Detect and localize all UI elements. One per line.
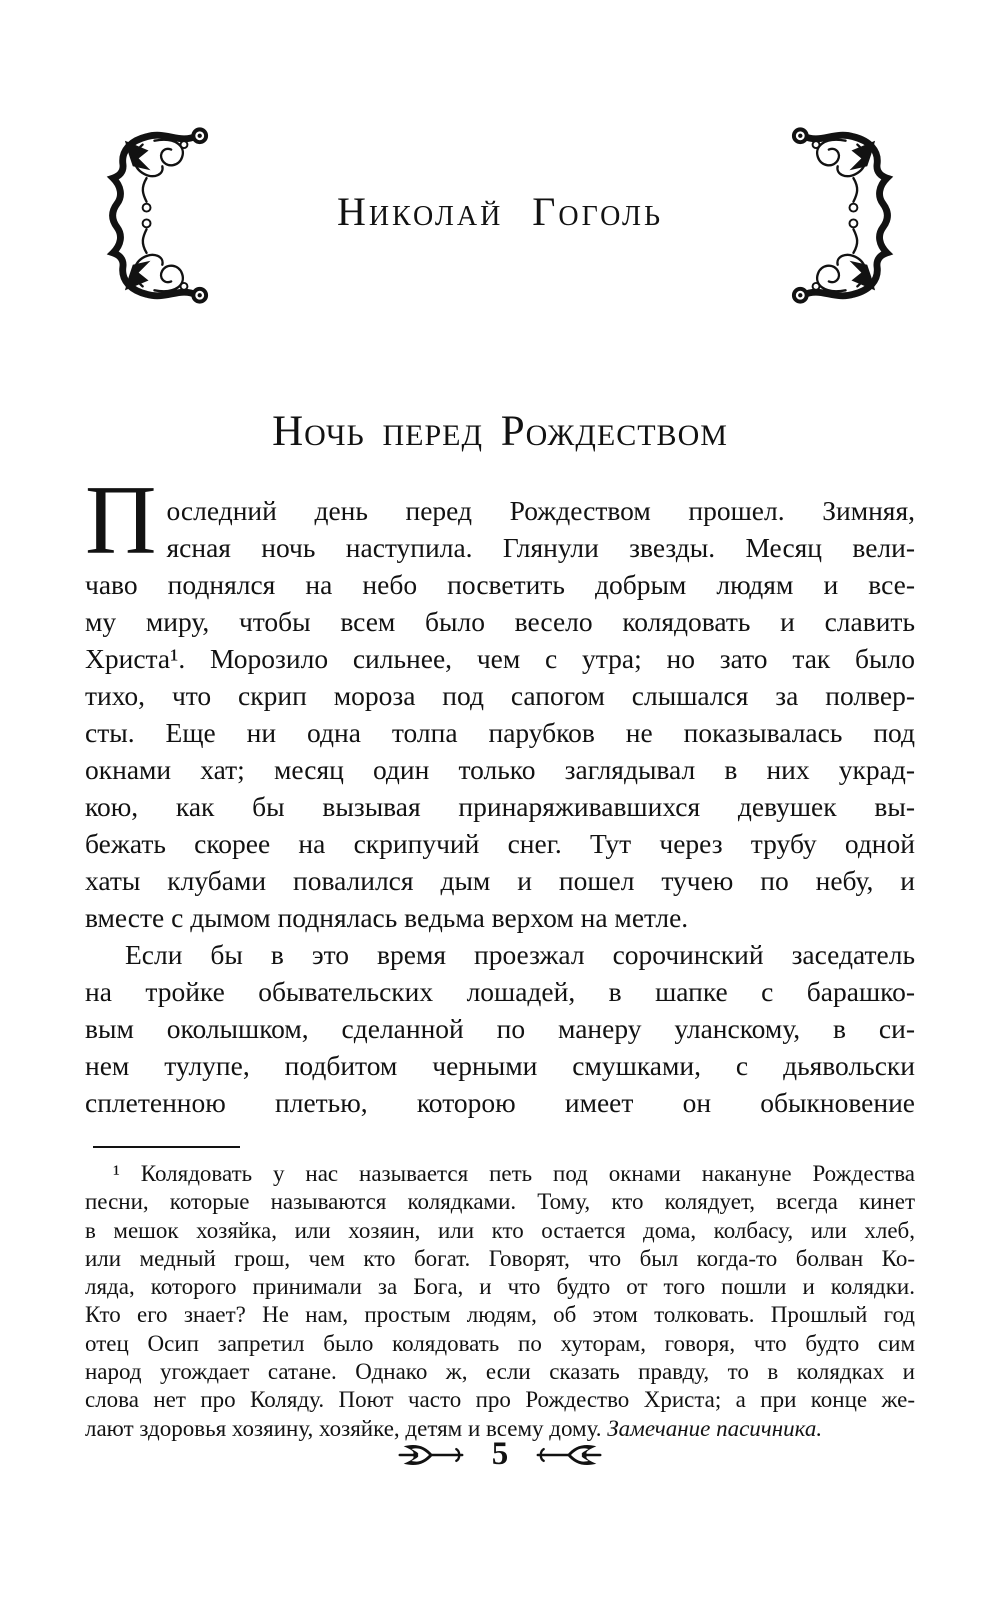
- text-line: оследний день перед Рождеством прошел. Зимняя,: [166, 495, 915, 526]
- page-footer: [0, 1438, 1000, 1471]
- text-line: слова нет про Коляду. Поют часто про Рождество Христа; а при конце же-: [85, 1387, 915, 1413]
- text-line: отец Осип запретил было колядовать по хуторам, говоря, что будто сим: [85, 1330, 915, 1356]
- footnote-last-line-text: лают здоровья хозяину, хозяйке, детям и всему дому.: [85, 1415, 608, 1441]
- footnote-lines: [85, 1160, 915, 1415]
- body-text: [85, 466, 915, 1121]
- text-line: сплетенною плетью, которою имеет он обыкновение: [85, 1087, 915, 1118]
- text-line: или медный грош, чем кто богат. Говорят, что был когда-то болван Ко-: [85, 1245, 915, 1271]
- text-line: тихо, что скрип мороза под сапогом слышался за полвер-: [85, 680, 915, 711]
- page-number: 5: [491, 1436, 509, 1472]
- paragraph-1-lines: [85, 466, 915, 936]
- text-line: вым околышком, сделанной по манеру уланскому, в си-: [85, 1013, 915, 1044]
- text-line: на тройке обывательских лошадей, в шапке с барашко-: [85, 976, 915, 1007]
- text-line: в мешок хозяйка, или хозяин, или кто остается дома, колбасу, или хлеб,: [85, 1217, 915, 1243]
- text-line: ¹ Колядовать у нас называется петь под окнами накануне Рождества: [113, 1161, 915, 1186]
- paragraph-1: [85, 466, 915, 936]
- text-line: кою, как бы вызывая принаряживавшихся девушек вы-: [85, 791, 915, 822]
- text-line: му миру, чтобы всем было весело колядовать и славить: [85, 606, 915, 637]
- text-line: ляда, которого принимали за Бога, и что будто от того пошли и колядки.: [85, 1274, 915, 1300]
- footnote-attribution: Замечание пасичника.: [607, 1415, 823, 1441]
- chapter-title: Ночь перед Рождеством: [272, 408, 728, 455]
- text-line: окнами хат; месяц один только заглядывал в них украд-: [85, 754, 915, 785]
- text-line: нем тулупе, подбитом черными смушками, с дьявольски: [85, 1050, 915, 1081]
- paragraph-2-lines: [85, 936, 915, 1121]
- text-line: сты. Еще ни одна толпа парубков не показывалась под: [85, 717, 915, 748]
- text-line: Если бы в это время проезжал сорочинский заседатель: [125, 939, 915, 970]
- drop-cap: П: [85, 466, 157, 575]
- text-line: бежать скорее на скрипучий снег. Тут через трубу одной: [85, 828, 915, 859]
- text-line: хаты клубами повалился дым и пошел тучею по небу, и: [85, 865, 915, 896]
- page-number-flourish-left-icon: [392, 1442, 468, 1468]
- text-line: вместе с дымом поднялась ведьма верхом на метле.: [85, 902, 689, 933]
- paragraph-2: [85, 936, 915, 1121]
- text-line: Кто его знает? Не нам, простым людям, об этом толковать. Прошлый год: [85, 1302, 915, 1328]
- page-number-flourish-right-icon: [532, 1442, 608, 1468]
- text-line: чаво поднялся на небо посветить добрым людям и все-: [85, 569, 915, 600]
- footnote-separator: [93, 1146, 240, 1148]
- text-line: Христа¹. Морозило сильнее, чем с утра; но зато так было: [85, 643, 915, 674]
- footnote: [85, 1160, 915, 1443]
- text-line: ясная ночь наступила. Глянули звезды. Месяц вели-: [166, 532, 915, 563]
- text-line: народ угождает сатане. Однако ж, если сказать правду, то в колядках и: [85, 1359, 915, 1385]
- text-line: песни, которые называются колядками. Тому, кто колядует, всегда кинет: [85, 1189, 915, 1215]
- author-name: Николай Гоголь: [336, 189, 664, 234]
